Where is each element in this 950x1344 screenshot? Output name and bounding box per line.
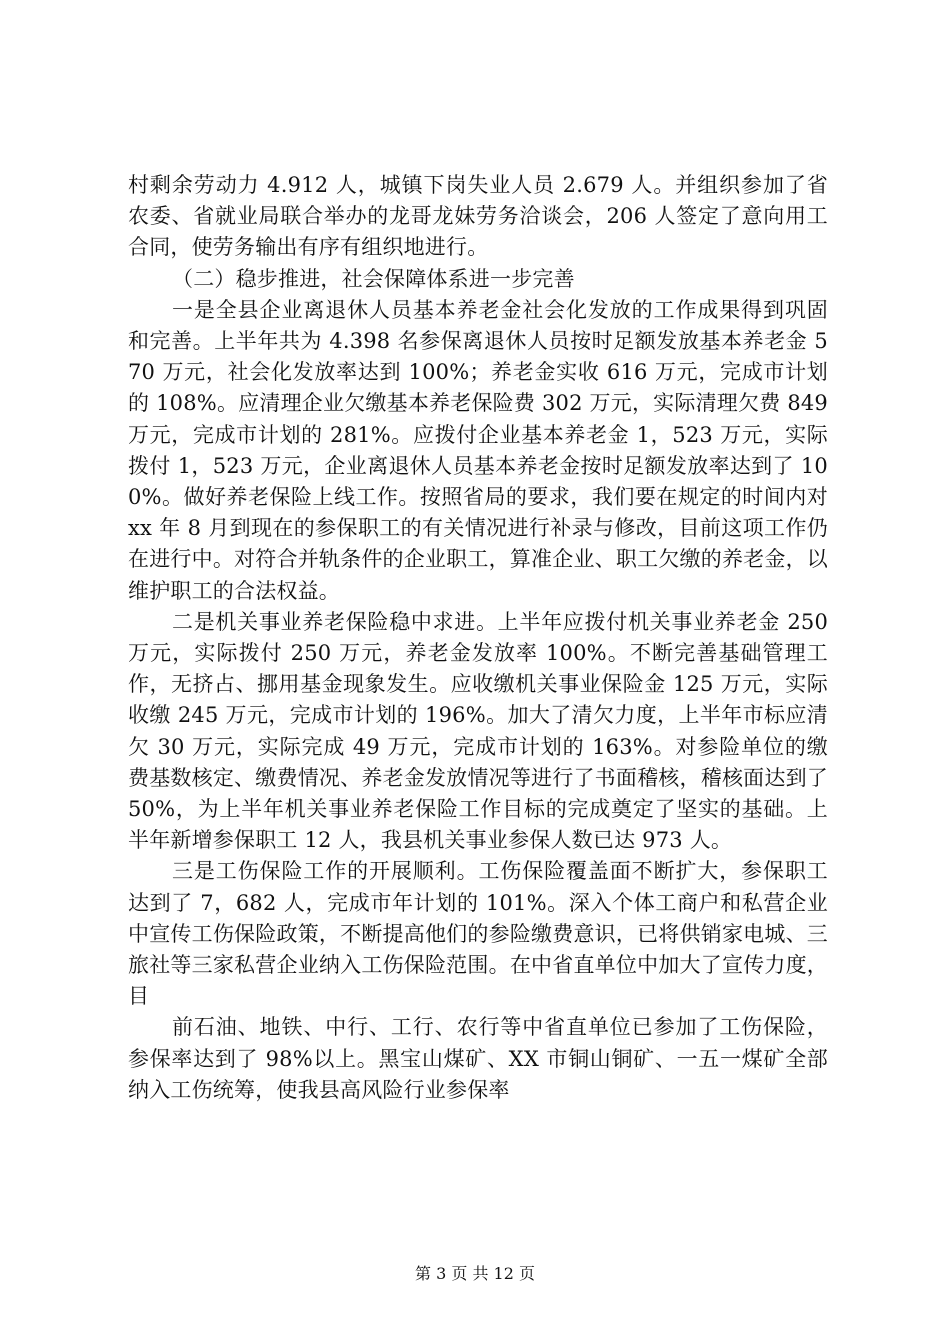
paragraph-work-injury-insurance: 三是工伤保险工作的开展顺利。工伤保险覆盖面不断扩大，参保职工达到了 7，682 人，完成市年计划的 101%。深入个体工商户和私营企业中宣传工伤保险政策，不断提高他们的参险缴费意识，已将供销家电城、三旅社等三家私营企业纳入工伤保险范围。在中省直单位中加大了宣传力度，目 bbox=[128, 859, 828, 1009]
section-heading-social-security: （二）稳步推进，社会保障体系进一步完善 bbox=[172, 266, 575, 291]
paragraph-labor-export: 村剩余劳动力 4.912 人，城镇下岗失业人员 2.679 人。并组织参加了省农委、省就业局联合举办的龙哥龙妹劳务洽谈会，206 人签定了意向用工合同，使劳务输出有序有组织地进行。 bbox=[128, 173, 828, 260]
paragraph-work-injury-continued: 前石油、地铁、中行、工行、农行等中省直单位已参加了工伤保险，参保率达到了 98%以上。黑宝山煤矿、XX 市铜山铜矿、一五一煤矿全部纳入工伤统筹，使我县高风险行业参保率 bbox=[128, 1015, 828, 1102]
document-body bbox=[128, 170, 828, 1106]
page-number-footer: 第 3 页 共 12 页 bbox=[415, 1264, 535, 1283]
paragraph-enterprise-pension: 一是全县企业离退休人员基本养老金社会化发放的工作成果得到巩固和完善。上半年共为 4.398 名参保离退休人员按时足额发放基本养老金 570 万元，社会化发放率达到 100%；养老金实收 616 万元，完成市计划的 108%。应清理企业欠缴基本养老保险费 302 万元，实际清理欠费 849 万元，完成市计划的 281%。应拨付企业基本养老金 1，523 万元，实际拨付 1，523 万元，企业离退休人员基本养老金按时足额发放率达到了 100%。做好养老保险上线工作。按照省局的要求，我们要在规定的时间内对 xx 年 8 月到现在的参保职工的有关情况进行补录与修改，目前这项工作仍在进行中。对符合并轨条件的企业职工，算准企业、职工欠缴的养老金，以维护职工的合法权益。 bbox=[128, 297, 828, 603]
paragraph-institution-pension: 二是机关事业养老保险稳中求进。上半年应拨付机关事业养老金 250 万元，实际拨付 250 万元，养老金发放率 100%。不断完善基础管理工作，无挤占、挪用基金现象发生。应收缴机关事业保险金 125 万元，实际收缴 245 万元，完成市计划的 196%。加大了清欠力度，上半年市标应清欠 30 万元，实际完成 49 万元，完成市计划的 163%。对参险单位的缴费基数核定、缴费情况、养老金发放情况等进行了书面稽核，稽核面达到了 50%，为上半年机关事业养老保险工作目标的完成奠定了坚实的基础。上半年新增参保职工 12 人，我县机关事业参保人数已达 973 人。 bbox=[128, 609, 828, 853]
